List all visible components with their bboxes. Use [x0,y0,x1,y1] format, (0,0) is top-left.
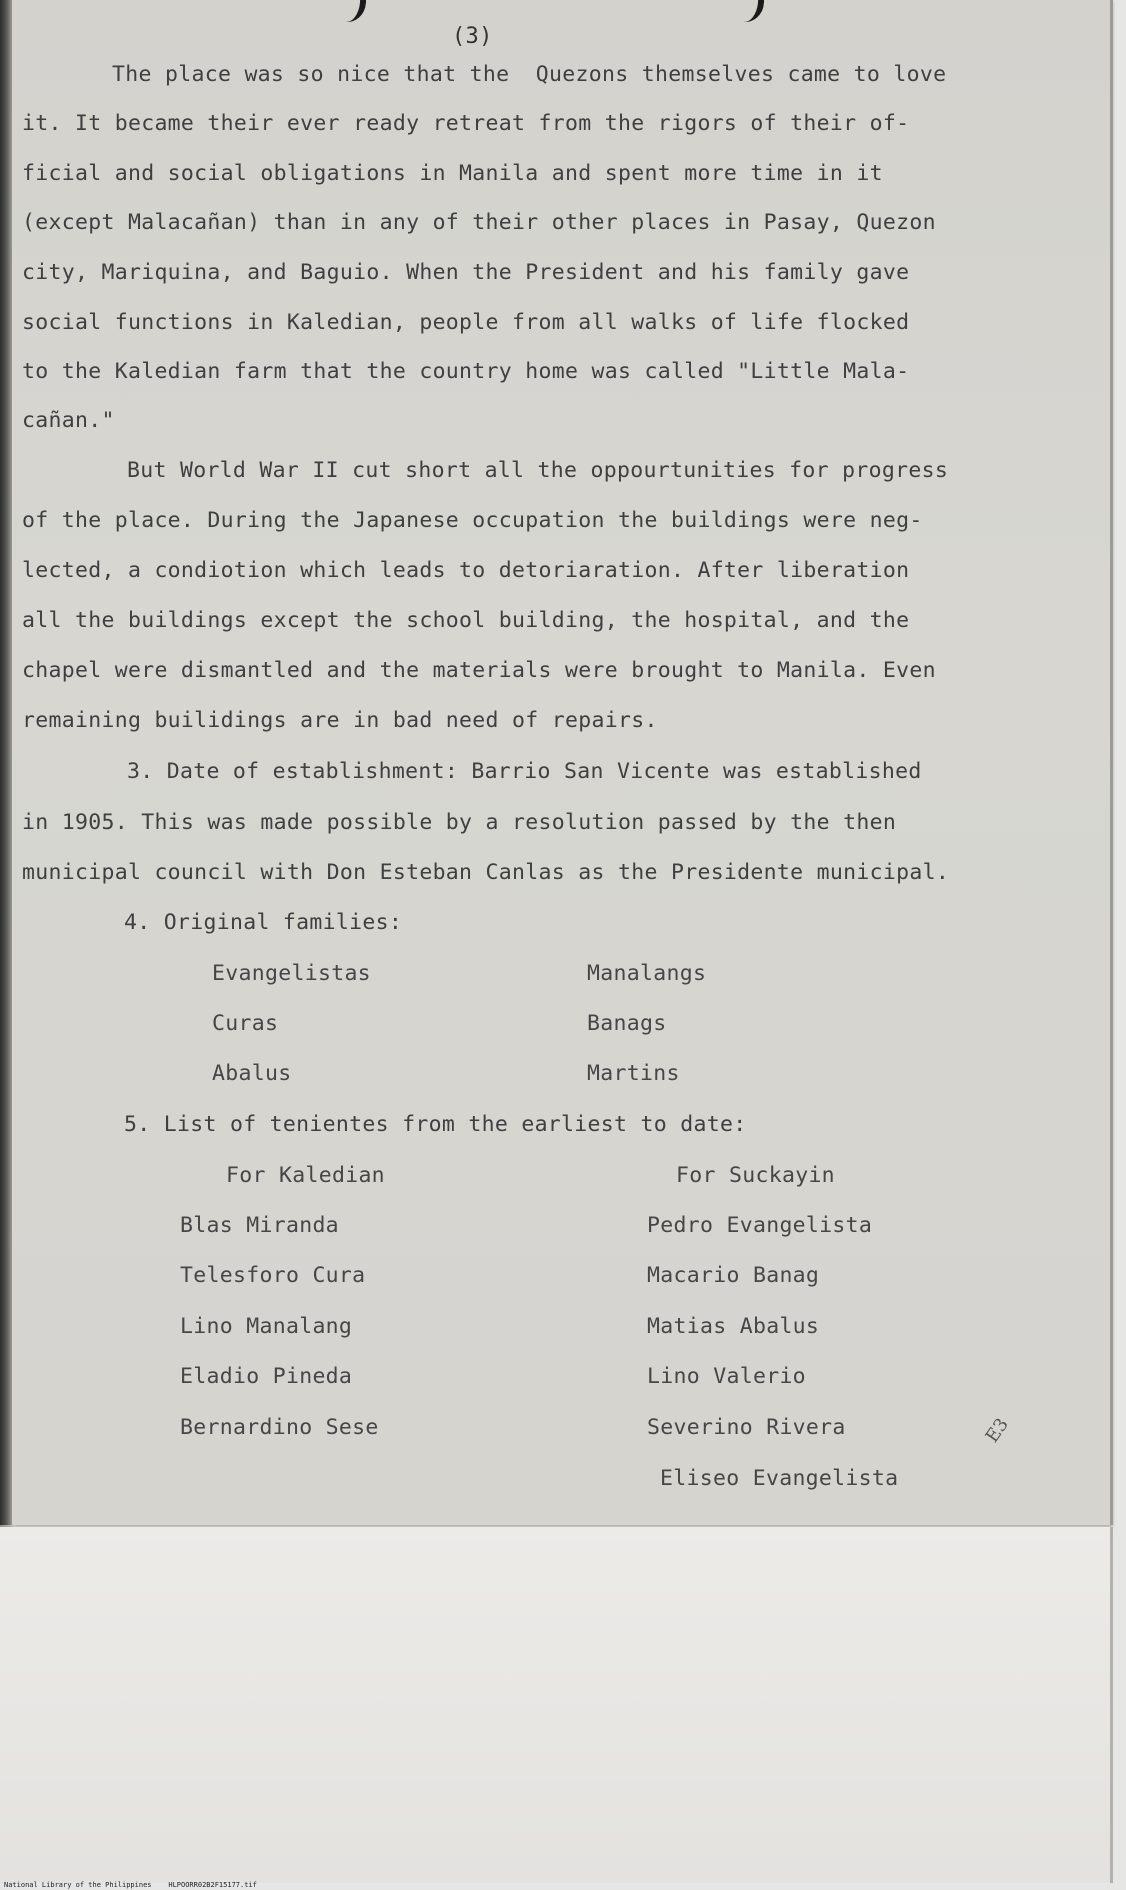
teniente-name: Lino Valerio [647,1364,806,1389]
footer-credit: National Library of the Philippines HLPOORR02B2F15177.tif [4,1881,257,1889]
paragraph-2-line: all the buildings except the school building, the hospital, and the [22,608,910,633]
paragraph-3-line: 3. Date of establishment: Barrio San Vicente was established [74,759,922,784]
teniente-name: Eladio Pineda [180,1364,353,1389]
paragraph-1-line: The place was so nice that the Quezons themselves came to love [112,62,947,87]
punch-hole-right [726,0,766,24]
paragraph-1-line: city, Mariquina, and Baguio. When the President and his family gave [22,260,910,285]
teniente-name: Telesforo Cura [180,1263,366,1288]
paragraph-3-line: in 1905. This was made possible by a resolution passed by the then [22,810,897,835]
punch-hole-left [328,0,368,24]
teniente-name: Pedro Evangelista [647,1213,873,1238]
teniente-name: Matias Abalus [647,1314,820,1339]
section-4-heading: 4. Original families: [124,910,403,935]
teniente-name: Bernardino Sese [180,1415,379,1440]
paragraph-1-line: ficial and social obligations in Manila and spent more time in it [22,161,883,186]
paragraph-2-line: lected, a condiotion which leads to detoriaration. After liberation [22,558,910,583]
binding-edge [0,0,12,1525]
teniente-name: Severino Rivera [647,1415,846,1440]
paragraph-1-line: social functions in Kaledian, people from all walks of life flocked [22,310,910,335]
marginal-mark: E3 [981,1414,1013,1447]
family-name: Abalus [212,1061,292,1086]
paragraph-2-line: chapel were dismantled and the materials were brought to Manila. Even [22,658,936,683]
teniente-name: Eliseo Evangelista [660,1466,899,1491]
paragraph-1-line: it. It became their ever ready retreat from the rigors of their of- [22,111,910,136]
page-number: (3) [452,24,493,49]
backing-board [0,1527,1113,1883]
section-5-heading: 5. List of tenientes from the earliest to date: [124,1112,747,1137]
kaledian-heading: For Kaledian [226,1163,385,1188]
family-name: Evangelistas [212,961,371,986]
teniente-name: Blas Miranda [180,1213,339,1238]
paragraph-1-line: to the Kaledian farm that the country home was called "Little Mala- [22,359,910,384]
paragraph-3-line: municipal council with Don Esteban Canlas as the Presidente municipal. [22,860,950,885]
family-name: Manalangs [587,961,707,986]
paragraph-2-line: of the place. During the Japanese occupation the buildings were neg- [22,508,923,533]
family-name: Curas [212,1011,279,1036]
family-name: Martins [587,1061,680,1086]
suckayin-heading: For Suckayin [676,1163,835,1188]
paragraph-1-line: cañan." [22,408,115,433]
teniente-name: Macario Banag [647,1263,820,1288]
paragraph-1-line: (except Malacañan) than in any of their other places in Pasay, Quezon [22,210,936,235]
paragraph-2-line: remaining builidings are in bad need of repairs. [22,708,658,733]
teniente-name: Lino Manalang [180,1314,353,1339]
family-name: Banags [587,1011,667,1036]
paragraph-2-line: But World War II cut short all the oppourtunities for progress [74,458,949,483]
